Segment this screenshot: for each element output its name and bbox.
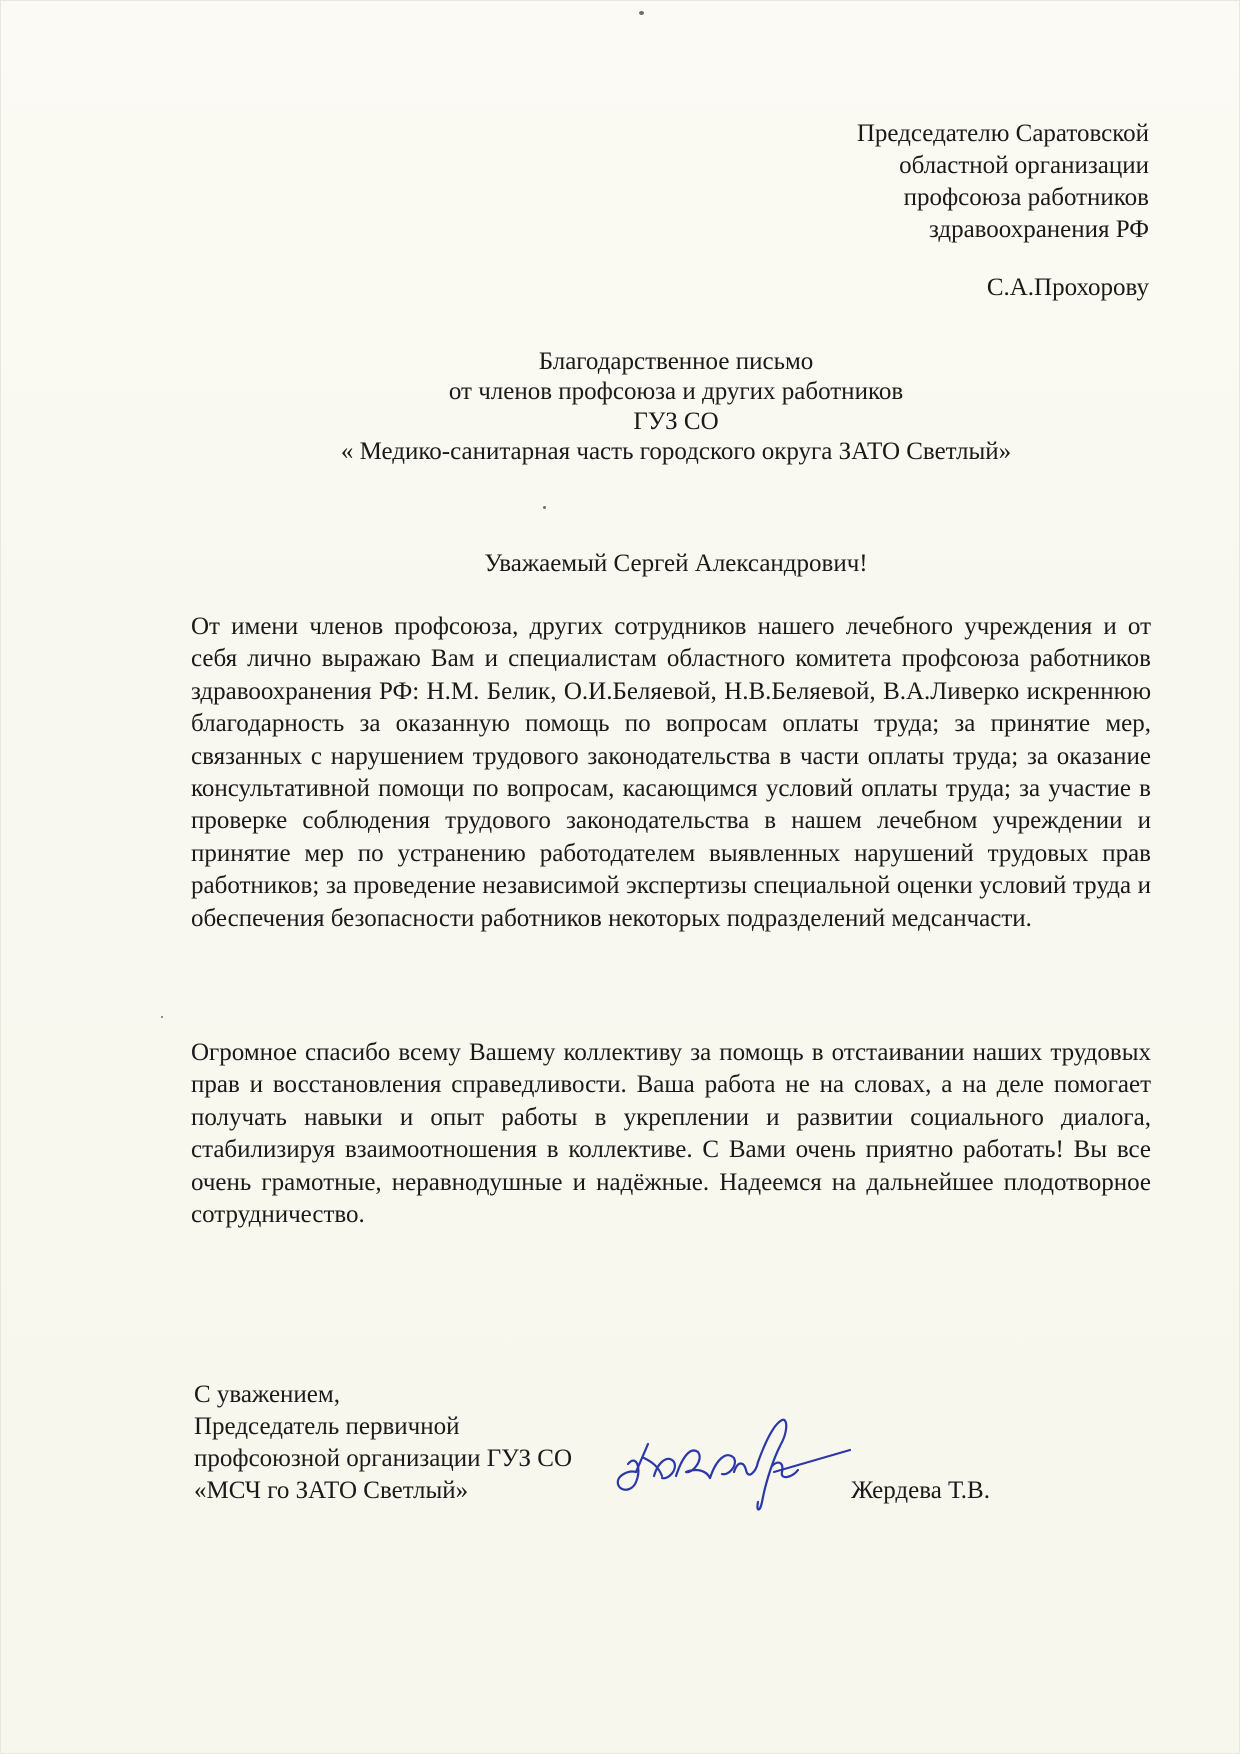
closing-line: Председатель первичной bbox=[194, 1413, 460, 1440]
title-line: « Медико-санитарная часть городского округа ЗАТО Светлый» bbox=[340, 438, 1012, 465]
addressee-line: областной организации bbox=[899, 152, 1149, 179]
closing-line: «МСЧ го ЗАТО Светлый» bbox=[194, 1477, 469, 1504]
closing-line: профсоюзной организации ГУЗ СО bbox=[194, 1445, 573, 1472]
body-paragraph-2: Огромное спасибо всему Вашему коллективу за помощь в отстаивании наших трудовых прав и восстановления справедливости. Ваша работа не на словах, а на деле помогает получать навыки и опыт работы в укреплении и развитии социального диалога, стабилизируя взаимоотношения в коллективе. С Вами очень приятно работать! Вы все очень грамотные, неравнодушные и надёжные. Надеемся на дальнейшее плодотворное сотрудничество. bbox=[191, 1039, 1151, 1229]
addressee-line: здравоохранения РФ bbox=[928, 216, 1149, 243]
handwritten-signature bbox=[606, 1406, 856, 1516]
closing-block bbox=[194, 1379, 572, 1507]
letter-title bbox=[151, 347, 1201, 467]
title-line: от членов профсоюза и других работников bbox=[448, 378, 904, 405]
addressee-line: профсоюза работников bbox=[903, 184, 1149, 211]
scan-speck bbox=[639, 11, 644, 15]
scan-speck bbox=[161, 1016, 163, 1018]
scan-speck bbox=[543, 506, 546, 509]
addressee-line: Председателю Саратовской bbox=[856, 120, 1149, 147]
title-line: Благодарственное письмо bbox=[538, 348, 814, 375]
body-paragraph-1: От имени членов профсоюза, других сотрудников нашего лечебного учреждения и от себя лично выражаю Вам и специалистам областного комитета профсоюза работников здравоохранения РФ: Н.М. Белик, О.И.Беляевой, Н.В.Беляевой, В.А.Ливерко искреннюю благодарность за оказанную помощь по вопросам оплаты труда; за принятие мер, связанных с нарушением трудового законодательства в части оплаты труда; за оказание консультативной помощи по вопросам, касающимся условий оплаты труда; за участие в проверке соблюдения трудового законодательства в нашем лечебном учреждении и принятие мер по устранению работодателем выявленных нарушений трудовых прав работников; за проведение независимой экспертизы специальной оценки условий труда и обеспечения безопасности работников некоторых подразделений медсанчасти. bbox=[191, 613, 1151, 932]
closing-line: С уважением, bbox=[194, 1381, 340, 1408]
addressee-block bbox=[857, 118, 1149, 304]
salutation: Уважаемый Сергей Александрович! bbox=[484, 550, 868, 577]
title-line: ГУЗ СО bbox=[633, 408, 719, 435]
addressee-name: С.А.Прохорову bbox=[986, 274, 1149, 301]
signature-strokes bbox=[618, 1420, 850, 1510]
signer-name: Жердева Т.В. bbox=[851, 1477, 990, 1504]
